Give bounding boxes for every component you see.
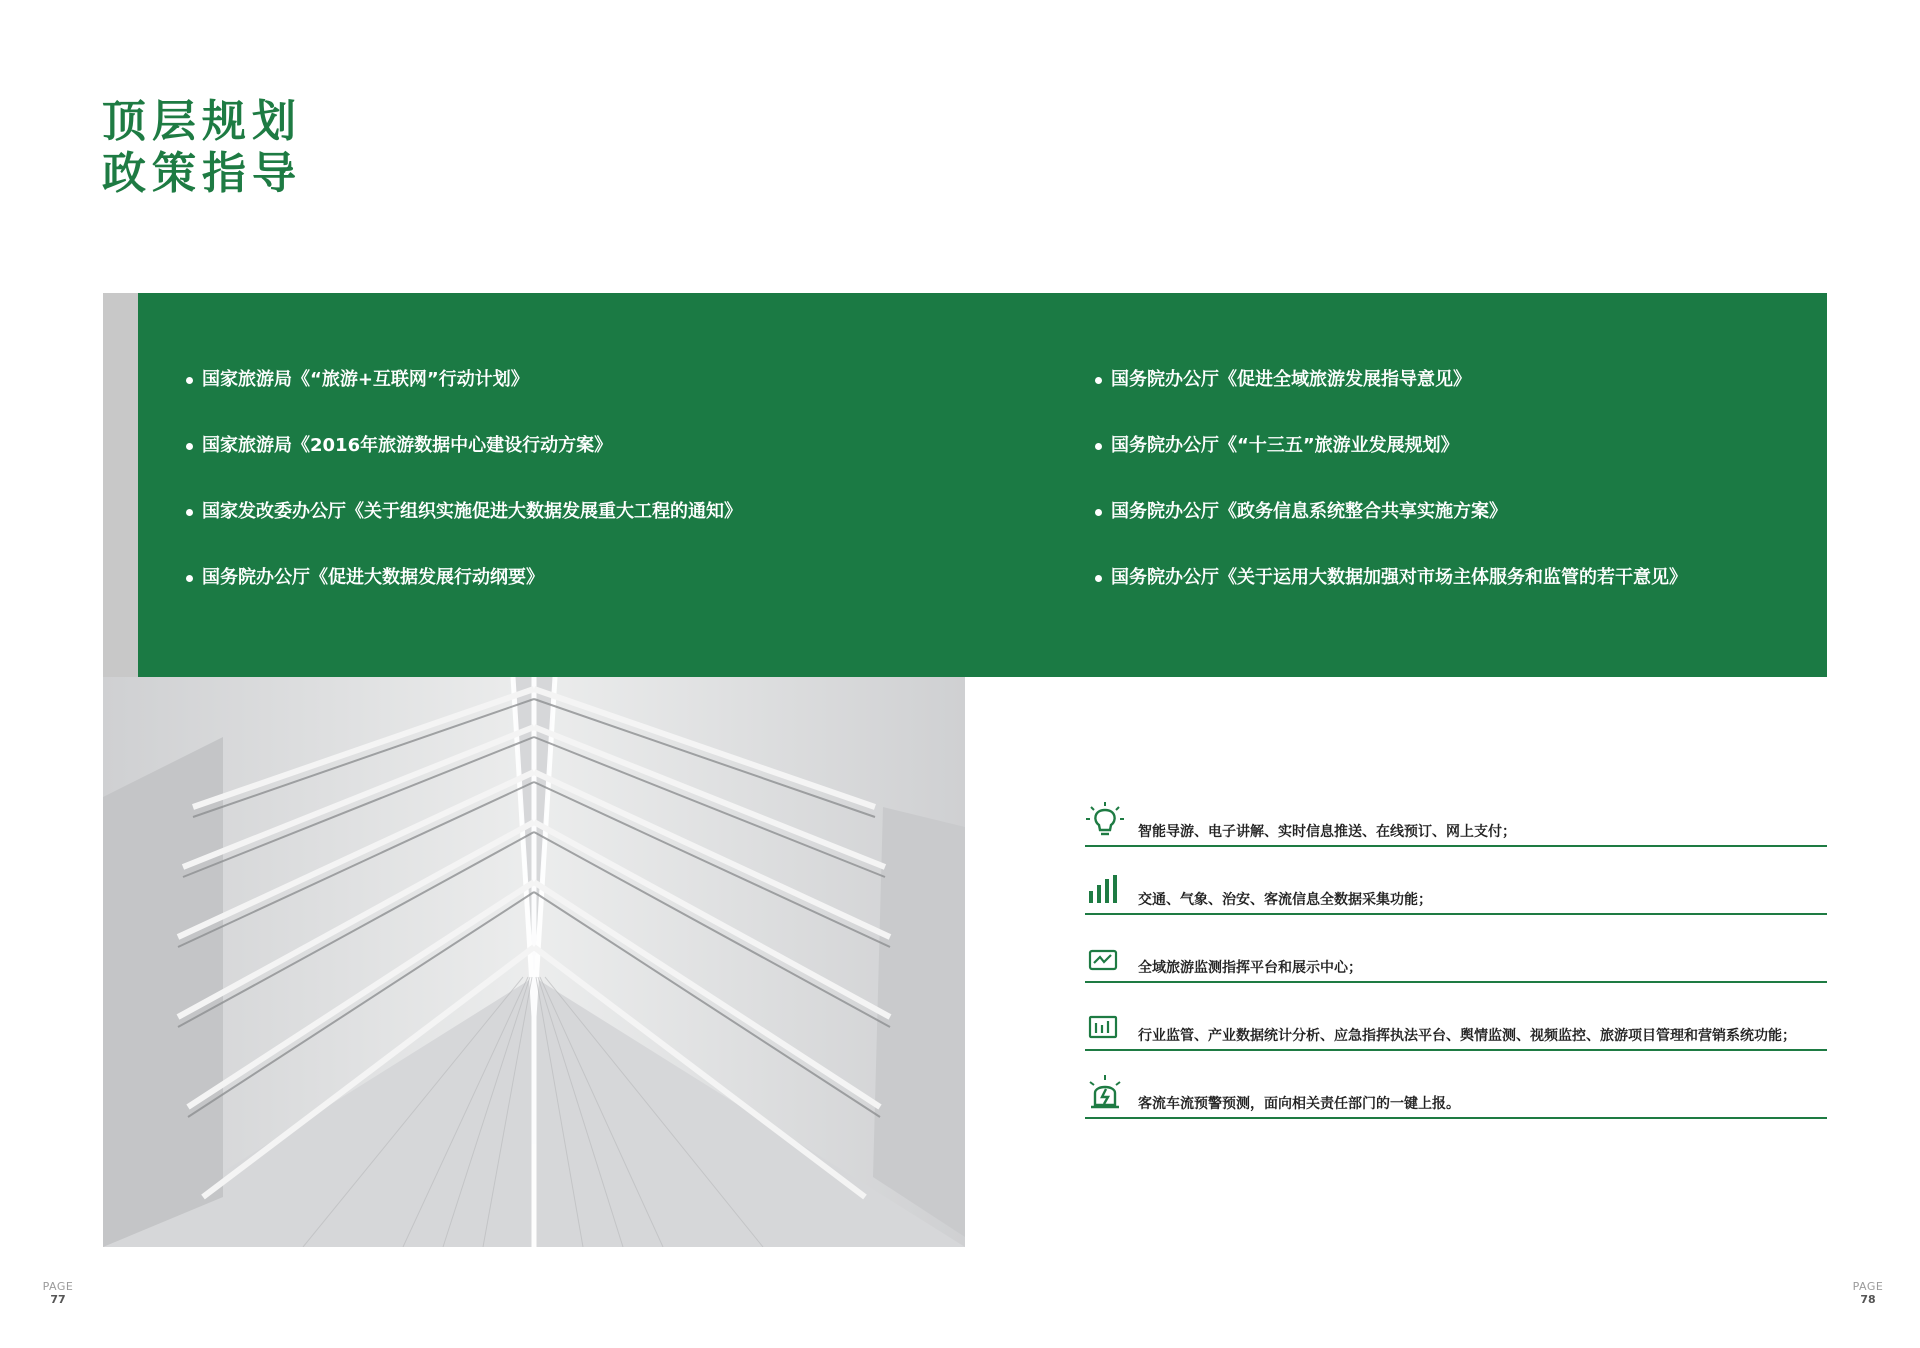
- policy-item: [1095, 567, 1687, 589]
- policy-text: 国家旅游局《2016年旅游数据中心建设行动方案》: [202, 435, 613, 456]
- policy-column-right: [1095, 369, 1687, 633]
- bullet-icon: [186, 509, 193, 516]
- feature-text: 全域旅游监测指挥平台和展示中心；: [1138, 960, 1362, 976]
- bullet-icon: [186, 575, 193, 582]
- feature-text: 行业监管、产业数据统计分析、应急指挥执法平台、舆情监测、视频监控、旅游项目管理和营销系统功能；: [1138, 1028, 1796, 1044]
- policy-text: 国家发改委办公厅《关于组织实施促进大数据发展重大工程的通知》: [202, 501, 742, 522]
- page-number: 77: [50, 1293, 66, 1306]
- bar-chart-icon: [1085, 869, 1125, 909]
- bullet-icon: [186, 443, 193, 450]
- feature-list: [1085, 795, 1827, 1135]
- page-title: [102, 96, 302, 200]
- page-label: PAGE: [42, 1280, 74, 1293]
- policy-item: [1095, 369, 1687, 391]
- page-number: 78: [1860, 1293, 1876, 1306]
- bullet-icon: [1095, 509, 1102, 516]
- feature-item: [1085, 931, 1827, 983]
- policy-item: [186, 567, 742, 589]
- policy-text: 国务院办公厅《促进全域旅游发展指导意见》: [1111, 369, 1471, 390]
- policy-item: [186, 435, 742, 457]
- bullet-icon: [1095, 377, 1102, 384]
- architecture-illustration: [103, 677, 965, 1247]
- page-number-left: [40, 1280, 76, 1306]
- architecture-photo: [103, 677, 965, 1247]
- policy-text: 国务院办公厅《政务信息系统整合共享实施方案》: [1111, 501, 1507, 522]
- dashboard-icon: [1085, 1005, 1125, 1045]
- feature-text: 客流车流预警预测，面向相关责任部门的一键上报。: [1138, 1096, 1460, 1112]
- policy-panel: [138, 293, 1827, 677]
- policy-text: 国务院办公厅《促进大数据发展行动纲要》: [202, 567, 544, 588]
- lightbulb-icon: [1085, 801, 1125, 841]
- feature-item: [1085, 999, 1827, 1051]
- policy-text: 国家旅游局《“旅游+互联网”行动计划》: [202, 369, 529, 390]
- alarm-icon: [1085, 1073, 1125, 1113]
- monitor-chart-icon: [1085, 937, 1125, 977]
- gray-accent-strip: [103, 293, 138, 677]
- bullet-icon: [1095, 443, 1102, 450]
- feature-item: [1085, 795, 1827, 847]
- feature-text: 交通、气象、治安、客流信息全数据采集功能；: [1138, 892, 1432, 908]
- bullet-icon: [1095, 575, 1102, 582]
- policy-text: 国务院办公厅《关于运用大数据加强对市场主体服务和监管的若干意见》: [1111, 567, 1687, 588]
- feature-item: [1085, 863, 1827, 915]
- policy-item: [186, 369, 742, 391]
- policy-item: [1095, 435, 1687, 457]
- feature-text: 智能导游、电子讲解、实时信息推送、在线预订、网上支付；: [1138, 824, 1516, 840]
- feature-item: [1085, 1067, 1827, 1119]
- bullet-icon: [186, 377, 193, 384]
- page-number-right: [1850, 1280, 1886, 1306]
- policy-item: [186, 501, 742, 523]
- page-label: PAGE: [1852, 1280, 1884, 1293]
- title-line-2: 政策指导: [102, 148, 302, 199]
- policy-column-left: [186, 369, 742, 633]
- title-line-1: 顶层规划: [102, 96, 302, 147]
- policy-item: [1095, 501, 1687, 523]
- policy-text: 国务院办公厅《“十三五”旅游业发展规划》: [1111, 435, 1459, 456]
